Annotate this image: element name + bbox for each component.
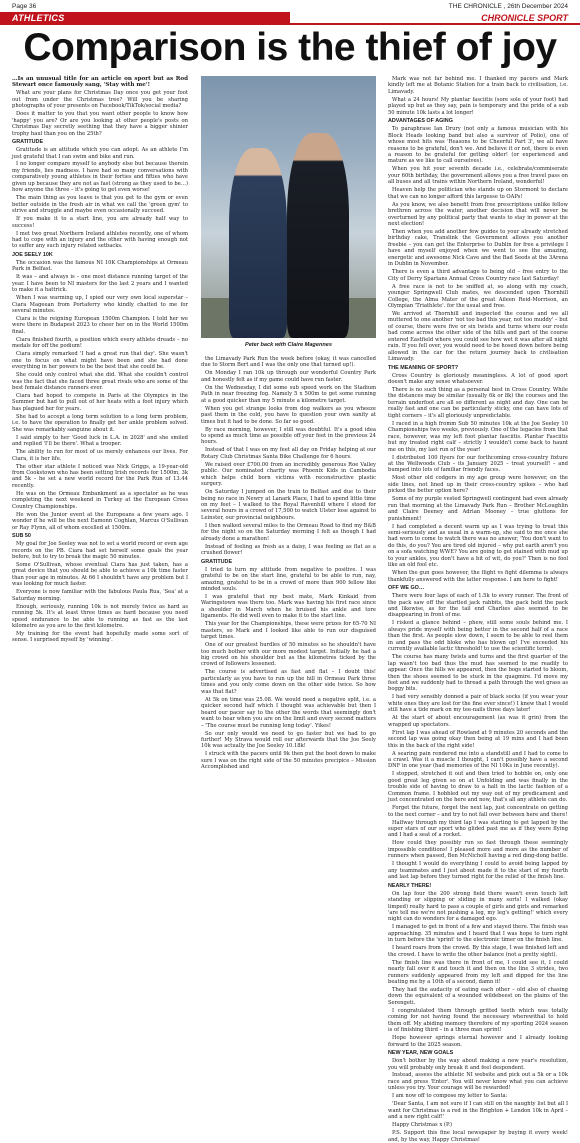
paragraph: Does it matter to you that you want other people to know how 'happy' you are? Or are you looking at other people's posts on Christmas Day secretly seething that they have a bigger shinier trophy haul than you on the 25th? [12, 111, 188, 137]
subheading: THE MEANING OF SPORT? [388, 364, 459, 371]
paragraph: I tried to turn my attitude from negative to positive. I was grateful to be on the start line, grateful to be able to run, nay, amazing, grateful to be in a crowd of more than 900 fellow like minded souls. [201, 566, 376, 592]
paragraph: The ability to run for most of us merely enhances our lives. For Ciara, it is her life. [12, 449, 188, 462]
paragraph: When you hit your seventh decade i.e., celebrate/commiserate your 60th birthday, the government allows you a free travel pass on all buses and all trains within Northern Ireland, wonderful! [388, 166, 568, 186]
paragraph: The course is advertised as fast and flat – I doubt this! particularly as you have to run up the hill in Ormeau Park three times and you only come down on the other side twice. So how was that flat? [201, 669, 376, 695]
paragraph: This year for the Championships, these were prizes for 65-70 NI masters, so Mark and I looked like able to run our disguised target times. [201, 621, 376, 641]
section-label: ATHLETICS [0, 12, 290, 25]
paragraph: Enough, seriously, running 10k is not merely twice as hard as running 5k. It's at least three times as hard because you need speed endurance to be able to running as fast as the last kilometre as you are to the first kilometre. [12, 603, 188, 629]
paragraph: I no longer compare myself to anybody else but because therein my friends, lies madness. I have had so many conversations with comparatively young athletes in their forties and fifties who have given up because they are not as fast (strong as they used to be…) how anyone the three – it's going to get even worse! [12, 161, 188, 194]
photo-caption: Peter back with Claire Magennes [244, 342, 333, 348]
paragraph: At 5k on time was 25.08. We would need a negative split, i.e. a quicker second half which I thought was achievable but then I heard our pacer say to the other the words that seemingly don't want to hear when you are on the limit and every second matters – 'The course must be running long today'. Yikes! [201, 696, 376, 729]
paragraph: Happy Christmas x (P.) [392, 1122, 453, 1129]
paragraph: Hope however springs eternal however and I already looking forward to the 2025 season. [388, 1035, 568, 1048]
paragraph: There is even a third advantage to being old – free entry to the City of Derry Spartans Annual Cross Country race last Saturday! [388, 269, 568, 282]
paragraph: P.S. Support this fine local newspaper by buying it every week! and, by the way, Happy Christmas! [388, 1130, 568, 1143]
paragraph: I raced in a high fromm Sub 50 minutes 10k at the Joe Seeley 10 Championships two weeks, previously. One of the legacies from that race, however, was my left foot plantar fasciitis. Plantar Fasciitis but my treated right calf – strictly I wouldn't come back to haunt me on this, my last run of the year! [388, 420, 568, 453]
paragraph: I thought I would do everything I could to avoid being lapped by any teammates and I just about made it to the start of my fourth and last lap before they turned right for the relief of the finish line. [388, 861, 568, 881]
paragraph: The occasion was the famous NI 10K Championships at Ormeau Park in Belfast. [12, 259, 188, 273]
paragraph: I managed to get in front of a few and stayed there. The finish was approaching. 35 minutes and I heard that I was hope to turn right in turn before the 'sprint' to the electronic timer on the finish line. [388, 924, 568, 944]
paragraph: I then walked several miles to the Ormeau Road to find my B&B for the night so on the Saturday morning I felt as though I had already done a marathon! [201, 522, 376, 542]
paragraph: To paraphrase Ian Drury (not only a famous musician with his Block Heads looking band but also a survivor of Polio), one of whose most hits was 'Reasons to be Cheerful Part 3', we all have reasons to be grateful, don't we. And believe it or not, there is even a reason to be grateful for getting older! (or experienced and mature as we like to call ourselves). [388, 126, 568, 165]
paragraph: What a 24 hours! My plantar fasciitis (sore sole of your foot) had played up but as they say, pain is temporary and the pride of a sub 50 minute 10k lasts a lot longer! [388, 96, 568, 116]
paragraph: Some of my purple vested Springwell contingent had even already run that morning at the Limavady Park Run – Brother McLoughlin and Claire Deeney and Adrian Mooney – true gluttons for punishment! [388, 496, 568, 522]
paragraph: Ciara finished fourth, a position which every athlete dreads – no medals for off the podium! [12, 336, 188, 350]
paragraph: She could only control what she did. What she couldn't control was the fact that she faced three great rivals who are some of the best female distance runners ever. [12, 372, 188, 392]
paragraph: There were four laps of each of 1.5k to every runner. The front of the pack saw off the startled jack rabbits, the pack held the pack and likewise, as for the tail end Charlies also seemed to be disappearing in front of me. [388, 593, 568, 619]
paragraph: On lap four the 200 strong field there wasn't even touch left standing or slipping or sliding in many sorts! I walked (okay limped) really hard to pass a couple of girls and girls and remarked 'are tell me we're not pushing a leg, my leg's getting!' which every night can do wonders for a damaged ego. [388, 890, 568, 923]
page-number: Page 36 [12, 3, 37, 10]
subheading: JOE SEELY 10K [12, 251, 53, 258]
paragraph: Forget the future, forget the next lap, just concentrate on getting to the next corner – and try to not fall over between here and there! [388, 805, 568, 818]
paragraph: We raised over £700.00 from an incredibly generous Roe Valley public. Our nominated charity was Phoenix Kids in Cambodia which helps child born victims with reconstructive plastic surgery. [201, 461, 376, 488]
paragraph: Halfway through my third lap I was starting to get lapped by the super stars of our sport who glided past me as if they were flying and I had a seat of a rocket. [388, 819, 568, 839]
paragraph: As you know, we also benefit from free prescriptions unlike fellow brethren across the water, another decision that will never be overturned by any political party that wants to stay in power at the next election! [388, 201, 568, 228]
paragraph: I distributed 100 flyers for our forthcoming cross-country fixture at the Wellwoods Club – its January 2025 – treat yourself! – and bumped into lots of familiar friendly faces. [388, 454, 568, 474]
paragraph: I had very sensibly donned a pair of black socks (if you wear your white ones they are lost for the fine ever since!) I knew that I would still have a tide mark on my tee-nails three days later! [388, 694, 568, 714]
paragraph: He was on the Ormeau Embankment as a spectator as he was completing the next weekend in Turkey at the European Cross Country Championships. [12, 490, 188, 510]
page-header [0, 0, 580, 12]
paragraph: There is no such thing as a personal best in Cross Country. While the distances may be similar (usually 6k or 8k) the courses and the terrain underfoot are all so different as night and day. One can be really fast and one can be particularly sticky, one can have lots of tight corners – it's all gloriously unpredictable. [388, 386, 568, 419]
paragraph: We arrived at Thornhill and inspected the course and we all muttered to one another 'not too bad this year, not too muddy' – but of course, there were five or six twists and turns where our route had come across the other side of the hills and part of the course entered Eastfield where you could see how wet it was after all night rain. If you fell over, you would need to be hosed down before being allowed in the car for the return journey back to civilisation Limavady. [388, 310, 568, 363]
paragraph: My goal for Joe Seeley was not to set a world record or even age records on the PB. Ciara had set herself some goals the year before, but to try to break the magic 50 minutes. [12, 541, 188, 560]
paragraph: I risked a glance behind – phew, still some souls behind me. I always pride myself with being better in the second half of a race than the first. As people slow down, I seem to be able to reel them in and pass the odd bloke who has blown up! I've exceeded his currently available lactic threshold! to use the scientific term). [388, 620, 568, 653]
paragraph: Some O'Sullivan, whose eventual Ciara has just taken, has a great device that you should be able to achieve a 10k time faster than your age in minutes. At 66 I shouldn't have any problem but I was looking for much faster. [12, 561, 188, 588]
paragraph: Most other old codgers in my age group were however, on the side lines, not lined up in their cross-country spikes – who had picked the better option here? [388, 475, 568, 495]
subheading: SUB 50 [12, 533, 31, 540]
paragraph: One of our greatest hurdles of 50 minutes so he shouldn't have too much bother with our more modest target. Initially he had a big crowd on his shoulder but as the kilometres ticked by the crowd of followers lessened. [201, 642, 376, 668]
subheading: GRATITUDE [12, 139, 44, 146]
paragraph: On Saturday I jumped on the train to Belfast and due to their being no race in Newry at Lanark Place, I had to spend little time on my feet – I walked to the Royal Ravenhill where I stood for several hours in a crowd of 17,500 to watch Ulster lose against to Leinster, our provincial neighbours. [201, 489, 376, 521]
paragraph: If you make it to a start line, you are already half way to success! [12, 216, 188, 229]
paragraph: Ciara simply remarked 'I had a great run that day'. She wasn't one to focus on what might have been and she had done everything in her powers to be the best that she could be. [12, 351, 188, 371]
paragraph: How could they possibly run so fast through these seemingly impossible conditions! I pleased more and more as the number of runners when passed, Ben McNicholl having a red ding-dong battle. [388, 840, 568, 860]
article-column-1 [12, 76, 188, 731]
paragraph: On Monday I ran 10k up through our wonderful Country Park and honestly felt as if my game could have run faster. [201, 370, 376, 383]
paragraph: When you get strange looks from dog walkers as you wheeze past them in the cold, you have to question your own sanity at times but it had to be done. So far so good. [201, 405, 376, 425]
paragraph: I had completed a decent warm up as I was trying to treat this semi-seriously and as usual in a warm-up, she said to me once she had worn to come to watch there was no answer, 'You don't want to do this, do you? You are tired old injured – why put earth aren't you on a sofa watching WWE? You are going to get stained with mud up to your ankles, you don't have a bit of wit, do you?' Then is no fool like an old fool etc. [388, 523, 568, 569]
paragraph: I met two great Northern Ireland athletes recently, one of whom had to cope with an injury and the other with having enough not to suffer any such injury related setbacks. [12, 230, 188, 250]
paragraph: I am now off to compose my letter to Santa: [392, 1093, 508, 1100]
paragraph: He won the Junior event at the Europeans a few years ago. I wonder if he will be the next Eamonn Coghlan, Marcus O'Sullivan or Ray Flynn, all of whom excelled at 1500m. [12, 511, 188, 531]
paragraph: Instead of feeling as fresh as a daisy, I was feeling as flat as a crushed flower! [201, 543, 376, 557]
article-photo [201, 76, 376, 338]
subheading: ADVANTAGES OF AGING [388, 118, 453, 125]
paragraph: A searing pain rendered me into a standstill and I had to come to a crawl. Was it a muscle I thought, I can't possibly have a second DNF in one year (had memories of the NI 10Ks in June recently). [388, 750, 568, 770]
paragraph: What are your plans for Christmas Day once you get your foot out from under the Christmas tree? Will you be sharing photographs of your presents on Facebook/TikTok/social media? [12, 90, 188, 110]
paragraph: I was grateful that my best mate, Mark Kinkaid from Waringstown was there too. Mark was having his first race since a shoulder in March when he bruised his ankle and tore ligaments. He did well even to make it to the start line. [201, 593, 376, 620]
paragraph: Everyone is now familiar with the fabulous Paula Rua, 'Sea' at a Saturday morning. [12, 589, 188, 602]
section-banner [0, 12, 580, 25]
paragraph: They had the audacity of eating each other – old also of chasing down the equivalent of a wounded wildebeest on the plains of the Serengeti. [388, 987, 568, 1006]
paragraph: I struck with the pacers until 9k then put the boot down to make sure I was on the right side of the 50 minutes precipice – Mission Accomplished and [201, 751, 376, 771]
paragraph: A free race is not to be sniffed at, so along with my coach, younger Springwell Club mates, we descended upon Thornhill College, the Alma Mater of the great Aileen Reid-Morrison, an Olympian 'Triathlete'. for the usual and free. [388, 283, 568, 309]
paragraph: It was – and always is – one most distance running target of the year. I have been to NI masters for the last 2 years and I wanted to make it a hattrick. [12, 274, 188, 294]
paragraph: Don't bother by the way about making a new year's resolution, you will probably only break it and feel despondent. [388, 1058, 568, 1071]
article-column-3 [388, 76, 568, 1143]
paragraph: The finish line was there in front of me, I could see it, I could nearly fall over it and touch it and then on the line 3 strides, two runners suddenly appeared from my left and dipped for the line beating me by a 10th of a second, damn it! [388, 959, 568, 986]
paragraph: I said simply to her 'Good luck in L.A. in 2028' and she smiled and replied 'I'll be there'. What a trooper. [12, 434, 188, 448]
paragraph: I stopped, stretched it out and then tried to hobble on, only one good great leg given so on at Unfolding and was finally in the trouble side of having to draw to a halt in the lactic fashion of a Common frame. I hobbled out my way out of my predicament and just concentrated on the here and now, that's all any athlete can do. [388, 771, 568, 804]
publication-dateline: THE CHRONICLE , 26th December 2024 [448, 3, 568, 10]
paragraph: By race morning, however, I still was doubtful. It's a good idea to spend as much time as possible off your feet in the previous 24 hours. [201, 426, 376, 446]
paragraph: The main thing as you leave is that you get to the gym or even better outside in the fresh air in what we call the 'green gym' to strive and struggle and maybe even occasionally succeed. [12, 195, 188, 215]
paragraph: The course has many twists and turns and the first quarter of the lap wasn't too bad thus the mud has seemed to me readily to appear. Once the hills we appeared, then the bogs started to bloom, then the shoes seemed to be stuck in the quagmire. I'd move my feet and we suddenly had to thread a path through the wet grass as boggy bits. [388, 654, 568, 693]
paragraph: On the Wednesday, I did some sub speed work on the Stadium Path in near freezing fog. Namely 5 x 500m to get some running at a good quicker than my 5 minute a kilometre target. [201, 384, 376, 404]
subheading: GRATITUDE [201, 558, 233, 565]
paragraph: When the gun goes however, the flight vs fight dilemma is always thankfully answered with the latter response. I am here to fight! [388, 570, 568, 583]
subheading: NEW YEAR, NEW GOALS [388, 1050, 454, 1057]
paragraph: Ciara had hoped to compete in Paris at the Olympics in the Summer but had to pull out of her heats with a foot injury which has plagued her for years. [12, 392, 188, 412]
paragraph: I congratulated them through gritted teeth which was totally coming for not having found the necessary wherewithal to hold them off. My abiding memory therefore of my sporting 2024 season is of finishing third – in a three man sprint! [388, 1007, 568, 1034]
paragraph: Instead, assess the athletic NI website and pick out a 5k or a 10k race and press 'Enter'. You will never know what you can achieve unless you try. Your courage will be rewarded! [388, 1072, 568, 1092]
paragraph: The other star athlete I noticed was Nick Griggs, a 19-year-old from Cookstown who has been setting Irish records for 1500m, 3k and 5k – he set a new world record for the Park Run of 13.44 recently. [12, 463, 188, 489]
paragraph: Cross Country is gloriously meaningless. A lot of good sport doesn't make any sense whatsoever. [388, 372, 568, 386]
paragraph: Instead of that I was on my feet all day on Friday helping at our Rotary Club Christmas Santa Bike Challenge for 6 hours. [201, 447, 376, 460]
paragraph: Gratitude is an attitude which you can adopt. As an athlete I'm just grateful that I can swim and bike and run. [12, 147, 188, 160]
paragraph: I heard roars from the crowd. By this stage, I was finished left and the crowd. I have to write the other balance (not a pretty sight). [388, 945, 568, 958]
paragraph: Mark was not far behind me. I thanked my pacers and Mark kindly left me at Botanic Station for a train back to civilisation, i.e. Limavady. [388, 76, 568, 95]
subheading: OFF WE GO… [388, 585, 425, 592]
paragraph: My training for the event had hopefully made some sort of sense. I surprised myself by 'winning'. [12, 630, 188, 644]
photo-person-left [229, 148, 287, 338]
brand-label: CHRONICLE SPORT [290, 12, 580, 25]
article-headline: Comparison is the thief of joy [23, 26, 557, 69]
paragraph: Ciara is the reigning European 1500m Champion. I told her we were there in Budapest 2023 to cheer her on in the World 1500m final. [12, 316, 188, 335]
paragraph: Then when you add another few guides to your already stretched birthday cake, Translink the Government allows you another freebie – you can get the Enterprise to Dublin for free a privilege I have and myself enjoyed when we went to see the amazing, energetic and awesome Nick Cave and the Bad Seeds at the 3Arena in Dublin in November. [388, 229, 568, 268]
paragraph: Heaven help the politician who stands up on Stormont to declare that we can no longer afford this largesse to OAPs! [388, 187, 568, 200]
paragraph: When I was warming up, I spied our very own local superstar – Ciara Mageean from Portaferry who kindly chatted to me for several minutes. [12, 295, 188, 315]
paragraph: …Is an unusual title for an article on sport but as Rod Stewart once famously sang, 'Stay with me'! [12, 76, 188, 89]
paragraph: the Limavady Park Run the week before (okay, it was cancelled due to Storm Bert and I was the only one that turned up!). [201, 356, 376, 369]
paragraph: 'Dear Santa, I am not sure if I can still on the naughty list but all I want for Christmas is a red in the Brighton + Lendon 10k in April – and a new right calf!' [388, 1101, 568, 1121]
paragraph: She had to accept a long term solution to a long term problem, i.e. to have the operation to finally get her ankle problem solved. She was remarkably sanguine about it. [12, 413, 188, 433]
article-column-2 [201, 356, 376, 771]
paragraph: So our only would we need to go faster but we had to go further! My Strava would roll our afterwards that the Joe Seely 10k was actually the Joe Seeley 10.18k! [201, 730, 376, 750]
photo-person-right [287, 133, 349, 338]
paragraph: First lap I was ahead of Rowland at 9 minutes 20 seconds and the second lap was going okay then being at 19 mins and I had been this in the back of the right side! [388, 729, 568, 749]
paragraph: At the start of about encouragement (as was it grin) from the wrapped up spectators. [388, 715, 568, 728]
subheading: NEARLY THERE! [388, 882, 432, 889]
